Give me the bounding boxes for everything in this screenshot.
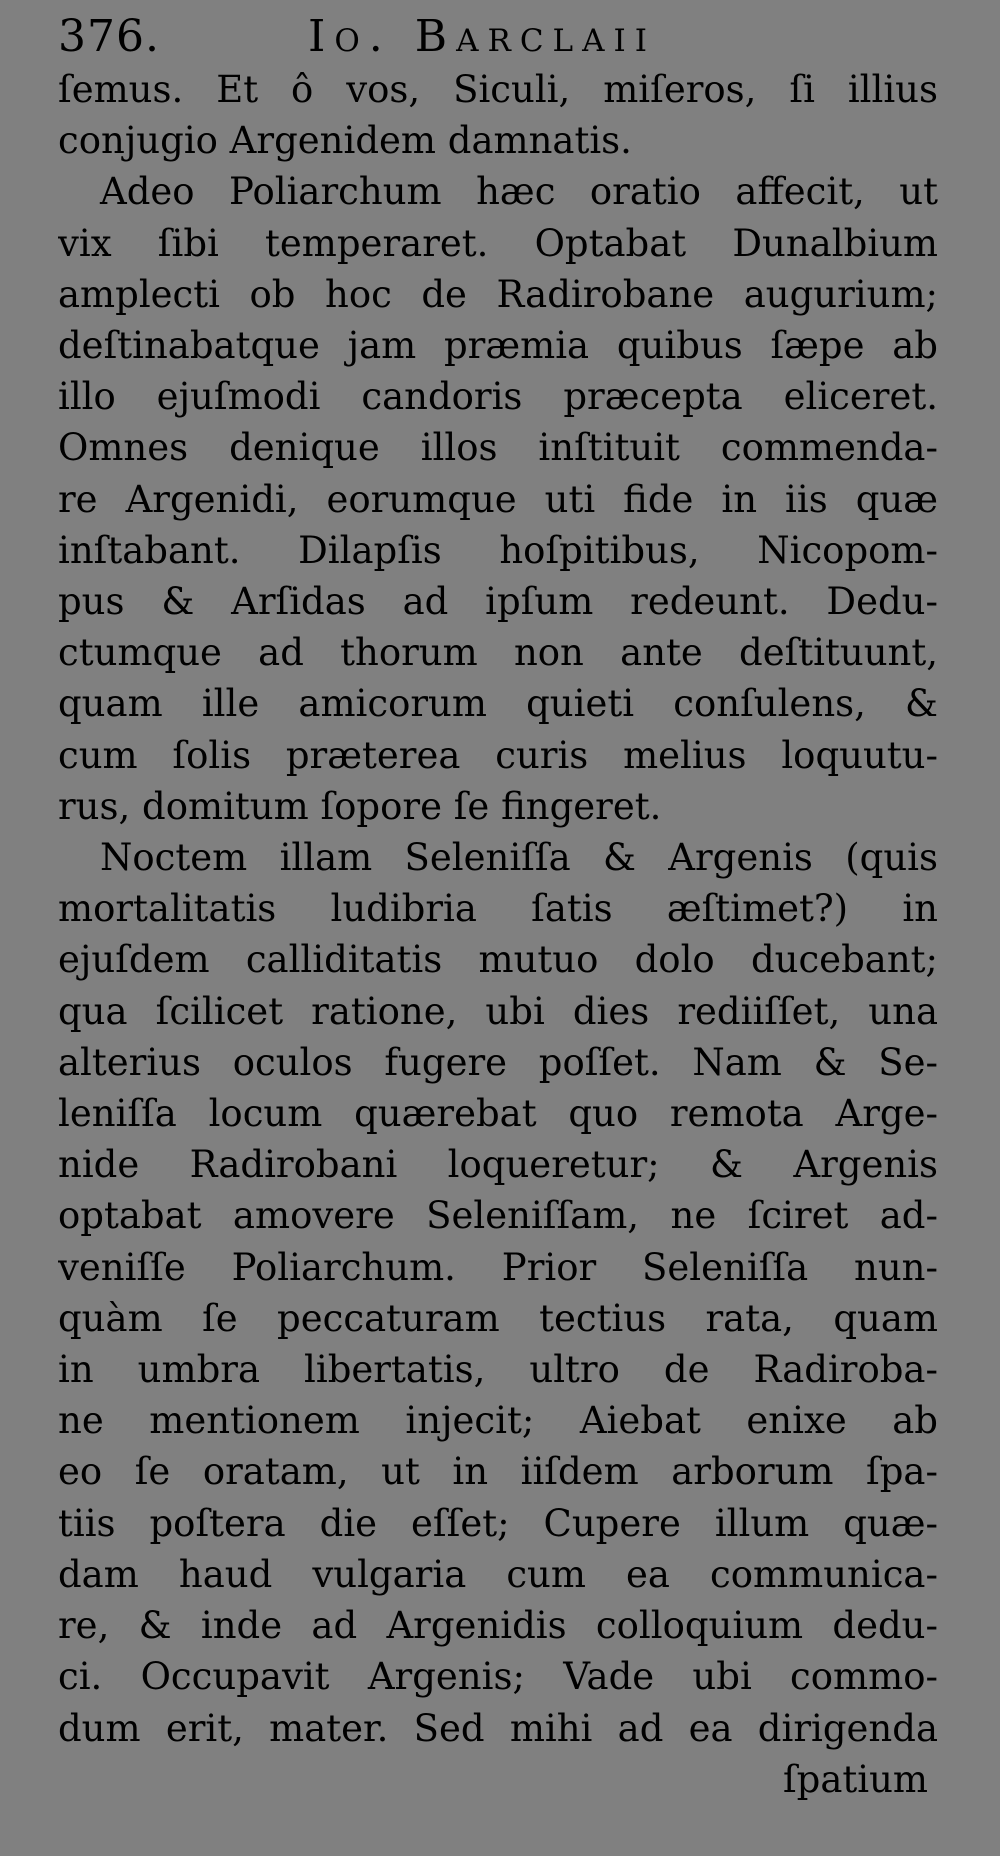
text-line: quam ille amicorum quieti conſulens, &	[58, 682, 938, 726]
text-line: inſtabant. Dilapſis hoſpitibus, Nicopom-	[58, 528, 938, 572]
page-number: 376.	[58, 11, 160, 62]
text-line: pus & Arſidas ad ipſum redeunt. Dedu-	[58, 580, 938, 624]
text-line: conjugio Argenidem damnatis.	[58, 119, 632, 163]
text-line: ctumque ad thorum non ante deſtituunt,	[58, 631, 938, 675]
text-line: veniſſe Poliarchum. Prior Seleniſſa nun-	[58, 1245, 938, 1289]
text-line: mortalitatis ludibria ſatis æſtimet?) in	[58, 887, 938, 931]
catchword: ſpatium	[782, 1757, 928, 1801]
text-line: dam haud vulgaria cum ea communica-	[58, 1552, 938, 1596]
text-line: ejuſdem calliditatis mutuo dolo ducebant;	[58, 938, 938, 982]
text-line: ci. Occupavit Argenis; Vade ubi commo-	[58, 1655, 938, 1699]
text-line: re Argenidi, eorumque uti fide in iis quæ	[58, 477, 938, 521]
text-line: vix ſibi temperaret. Optabat Dunalbium	[58, 221, 938, 265]
text-line: optabat amovere Seleniſſam, ne ſciret ad-	[58, 1194, 938, 1238]
text-line: in umbra libertatis, ultro de Radiroba-	[58, 1348, 938, 1392]
text-line: cum ſolis præterea curis melius loquutu-	[58, 733, 938, 777]
text-line: deſtinabatque jam præmia quibus ſæpe ab	[58, 324, 938, 368]
text-line: qua ſcilicet ratione, ubi dies rediiſſet, una	[58, 989, 938, 1033]
text-line: Noctem illam Seleniſſa & Argenis (quis	[100, 836, 938, 880]
text-line: amplecti ob hoc de Radirobane augurium;	[58, 272, 938, 316]
page-header	[58, 11, 938, 62]
text-line: quàm ſe peccaturam tectius rata, quam	[58, 1296, 938, 1340]
body-text	[58, 64, 938, 1754]
text-line: alterius oculos fugere poſſet. Nam & Se-	[58, 1040, 938, 1084]
text-line: tiis poſtera die eſſet; Cupere illum quæ-	[58, 1501, 938, 1545]
text-line: eo ſe oratam, ut in iiſdem arborum ſpa-	[58, 1450, 938, 1494]
text-line: re, & inde ad Argenidis colloquium dedu-	[58, 1604, 938, 1648]
text-line: dum erit, mater. Sed mihi ad ea dirigenda	[58, 1706, 938, 1750]
text-line: Adeo Poliarchum hæc oratio affecit, ut	[100, 170, 938, 214]
book-page	[58, 11, 938, 1844]
text-line: Omnes denique illos inſtituit commenda-	[58, 426, 938, 470]
text-line: rus, domitum ſopore ſe fingeret.	[58, 784, 662, 828]
text-line: ſemus. Et ô vos, Siculi, miſeros, ſi illius	[58, 68, 938, 111]
text-line: illo ejuſmodi candoris præcepta eliceret.	[58, 375, 938, 419]
running-head: Io. Barclaii	[308, 11, 657, 62]
text-line: ne mentionem injecit; Aiebat enixe ab	[58, 1399, 938, 1443]
text-line: nide Radirobani loqueretur; & Argenis	[58, 1143, 938, 1187]
text-line: leniſſa locum quærebat quo remota Arge-	[58, 1092, 938, 1136]
